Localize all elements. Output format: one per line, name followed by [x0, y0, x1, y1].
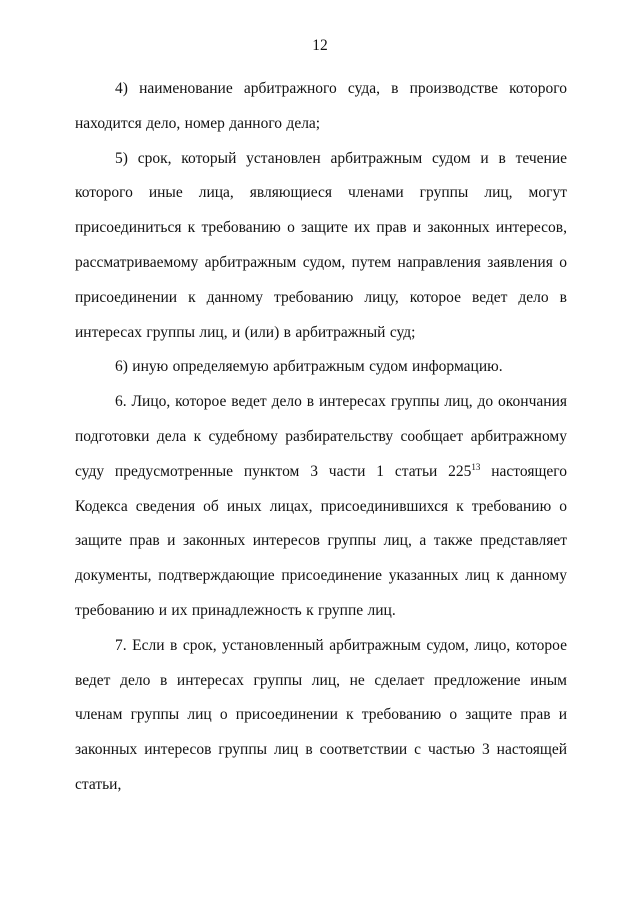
paragraph-section-6-text-b: настоящего Кодекса сведения об иных лицах, присоединившихся к требованию о защите прав и законных интересов группы лиц, а также представляет документы, подтверждающие присоединение указанных лиц к данному требованию и их принадлежность к группе лиц.	[75, 462, 567, 619]
paragraph-section-6-text-a: 6. Лицо, которое ведет дело в интересах группы лиц, до окончания подготовки дела к судебному разбирательству сообщает арбитражному суду предусмотренные пунктом 3 части 1 статьи 225	[75, 393, 567, 480]
article-superscript: 13	[471, 461, 481, 472]
paragraph-item-4: 4) наименование арбитражного суда, в производстве которого находится дело, номер данного дела;	[75, 80, 567, 132]
paragraph-section-6	[75, 385, 567, 629]
paragraph-section-7: 7. Если в срок, установленный арбитражным судом, лицо, которое ведет дело в интересах группы лиц, не сделает предложение иным членам группы лиц о присоединении к требованию о защите прав и законных интересов группы лиц в соответствии с частью 3 настоящей статьи,	[75, 636, 567, 793]
page-number: 12	[312, 37, 328, 54]
paragraph-item-6: 6) иную определяемую арбитражным судом информацию.	[115, 358, 503, 376]
paragraph-item-5: 5) срок, который установлен арбитражным судом и в течение которого иные лица, являющиеся членами группы лиц, могут присоединиться к требованию о защите их прав и законных интересов, рассматриваемому арбитражным судом, путем направления заявления о присоединении к данному требованию лицу, которое ведет дело в интересах группы лиц, и (или) в арбитражный суд;	[75, 149, 567, 341]
document-body	[75, 72, 567, 803]
